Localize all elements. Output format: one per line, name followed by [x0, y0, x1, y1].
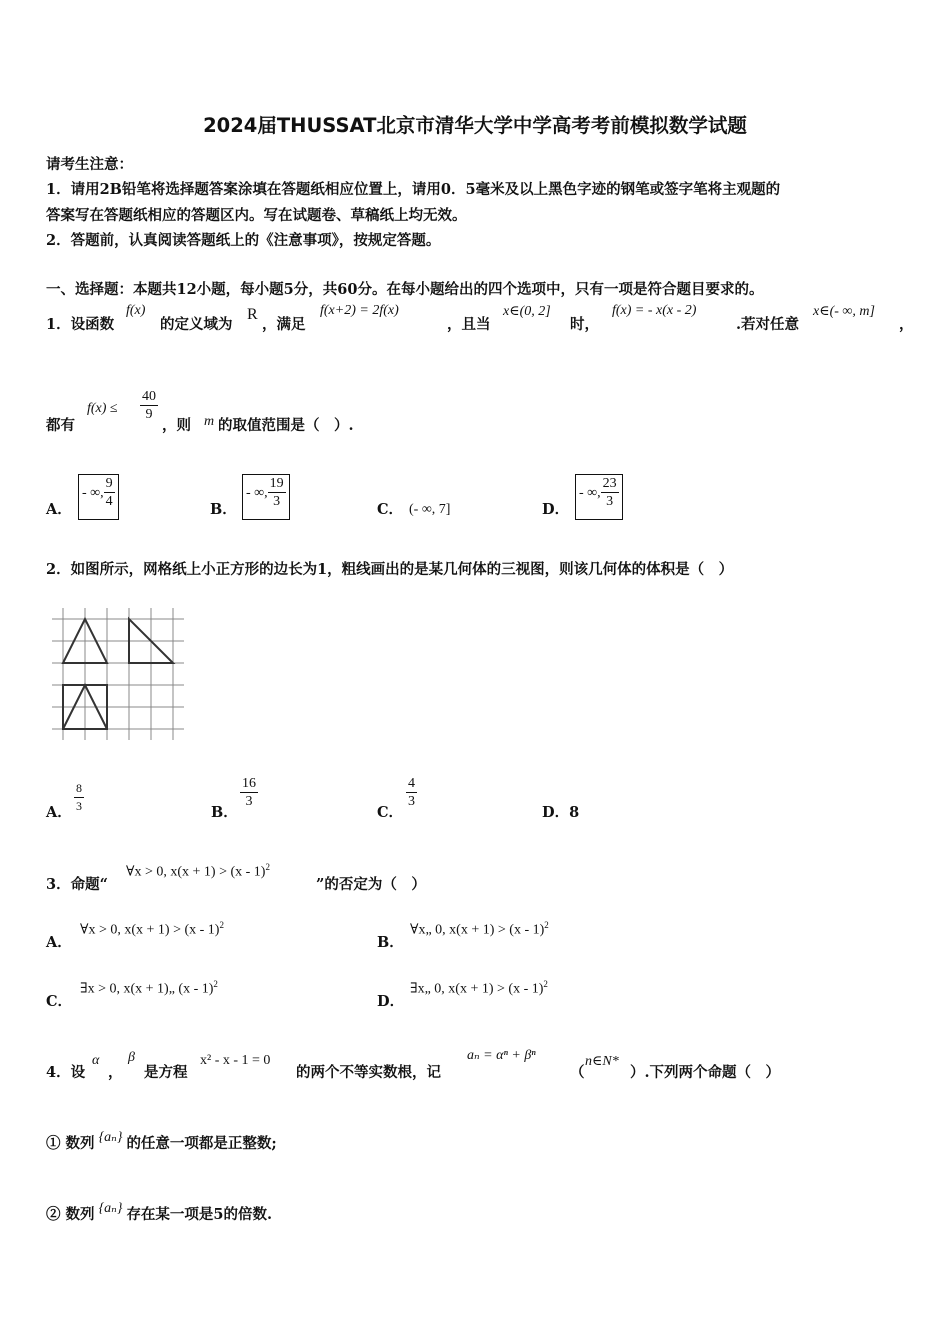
q3-option-b-label[interactable]: B． [377, 934, 404, 951]
q3-option-c-exp: 2 [213, 979, 218, 989]
q4-statement-1-seq: {aₙ} [98, 1130, 123, 1145]
q1-text-10: 的取值范围是（ ）. [218, 417, 354, 434]
q3-option-a-label[interactable]: A． [46, 934, 72, 951]
q4-alpha: α [92, 1053, 100, 1068]
page-title: 2024届THUSSAT北京市清华大学中学高考考前模拟数学试题 [203, 114, 747, 137]
q1-option-b-pre: - ∞, [246, 485, 268, 501]
figure-views [63, 619, 173, 729]
notice-line-3: 2．答题前，认真阅读答题纸上的《注意事项》，按规定答题。 [46, 232, 441, 249]
three-view-figure [52, 608, 187, 743]
q4-text-4: （ [570, 1064, 585, 1081]
q1-option-a-num: 9 [105, 476, 113, 491]
q1-fraction [140, 388, 158, 423]
q3-proposition [126, 862, 270, 881]
q2-option-b-num: 16 [242, 776, 256, 791]
q1-option-b-num: 19 [269, 476, 284, 491]
q3-option-c-text: ∃x > 0, x(x + 1)„ (x - 1) [80, 981, 214, 997]
q2-option-d-value: 8 [569, 804, 580, 821]
q2-option-c-den: 3 [408, 794, 415, 809]
q1-condition: f(x+2) = 2f(x) [320, 303, 399, 318]
q1-text-1: 1．设函数 [46, 316, 115, 333]
q2-option-c-num: 4 [408, 776, 415, 791]
q1-option-c-label[interactable]: C． [377, 501, 404, 518]
q3-option-d-value [410, 979, 548, 998]
q1-domain: x∈(0, 2] [503, 304, 551, 319]
q1-any: x∈(- ∞, m] [813, 304, 875, 319]
q1-inequality: f(x) ≤ [87, 401, 118, 416]
q1-text-7: ， [899, 316, 914, 333]
q2-option-b-label[interactable]: B． [211, 804, 238, 821]
q1-option-a-label[interactable]: A． [46, 501, 72, 518]
q4-statement-1 [46, 1132, 277, 1153]
q2-option-a-value [74, 780, 84, 815]
q4-text-2: 是方程 [144, 1064, 188, 1081]
q4-statement-2-pre: ② 数列 [46, 1206, 95, 1223]
q2-option-d-label[interactable] [542, 801, 579, 822]
q2-option-a-den: 3 [76, 799, 82, 813]
q1-text-9: ，则 [162, 417, 191, 434]
q2-option-a-num: 8 [74, 780, 84, 798]
notice-line-1: 1．请用2B铅笔将选择题答案涂填在答题纸相应位置上，请用0．5毫米及以上黑色字迹的钢笔或签字笔将主观题的 [46, 181, 781, 198]
section-heading: 一、选择题：本题共12小题，每小题5分，共60分。在每小题给出的四个选项中，只有一项是符合题目要求的。 [46, 281, 764, 298]
q1-text-6: .若对任意 [736, 316, 800, 333]
q1-option-a-value [78, 474, 119, 520]
q4-statement-1-post: 的任意一项都是正整数; [126, 1135, 277, 1152]
q3-option-a-value [80, 920, 224, 939]
q2-text: 2．如图所示，网格纸上小正方形的边长为1，粗线画出的是某几何体的三视图，则该几何体的体积是（ ） [46, 561, 734, 578]
q3-option-b-text: ∀x„ 0, x(x + 1) > (x - 1) [410, 922, 545, 938]
q3-option-b-exp: 2 [544, 920, 549, 930]
q3-text-2: ”的否定为（ ） [316, 876, 426, 893]
q4-condition: n∈N* [585, 1054, 619, 1069]
q3-proposition-text: ∀x > 0, x(x + 1) > (x - 1) [126, 864, 266, 880]
q1-option-a-pre: - ∞, [82, 485, 104, 501]
q2-option-c-value [406, 775, 417, 810]
q3-option-d-label[interactable]: D． [377, 993, 405, 1010]
q1-option-d-label[interactable]: D． [542, 501, 570, 518]
q1-fx: f(x) [126, 303, 146, 318]
q2-option-d-label-text: D． [542, 804, 570, 821]
q1-text-5: 时， [570, 316, 599, 333]
q4-comma: ， [108, 1064, 123, 1081]
q4-text-3: 的两个不等实数根，记 [296, 1064, 441, 1081]
q4-sequence-def: aₙ = αⁿ + βⁿ [467, 1048, 536, 1063]
q1-option-d-num: 23 [602, 476, 617, 491]
q1-R: R [247, 306, 258, 323]
q1-option-d-pre: - ∞, [579, 485, 601, 501]
q2-option-b-value [240, 775, 258, 810]
q4-beta: β [128, 1050, 135, 1065]
q3-option-b-value [410, 920, 549, 939]
q1-definition: f(x) = - x(x - 2) [612, 303, 697, 318]
q3-option-a-text: ∀x > 0, x(x + 1) > (x - 1) [80, 922, 220, 938]
q1-fraction-den: 9 [145, 407, 153, 422]
q1-option-c-value: (- ∞, 7] [409, 502, 451, 517]
q2-option-b-den: 3 [245, 794, 253, 809]
q1-text-2: 的定义域为 [160, 316, 233, 333]
q3-option-a-exp: 2 [219, 920, 224, 930]
q1-fraction-num: 40 [142, 389, 156, 404]
q4-statement-2 [46, 1203, 272, 1224]
q3-option-c-label[interactable]: C． [46, 993, 73, 1010]
q3-proposition-exp: 2 [265, 862, 270, 872]
q4-equation: x² - x - 1 = 0 [200, 1053, 271, 1068]
q2-option-a-label[interactable]: A． [46, 804, 72, 821]
q1-m: m [204, 414, 215, 429]
q1-text-8: 都有 [46, 417, 75, 434]
notice-heading: 请考生注意： [46, 156, 133, 173]
q3-option-d-exp: 2 [543, 979, 548, 989]
q4-statement-2-seq: {aₙ} [98, 1201, 123, 1216]
q4-statement-1-pre: ① 数列 [46, 1135, 95, 1152]
notice-line-2: 答案写在答题纸相应的答题区内。写在试题卷、草稿纸上均无效。 [46, 207, 467, 224]
q1-text-4: ，且当 [447, 316, 491, 333]
q4-text-1: 4．设 [46, 1064, 86, 1081]
q1-option-d-value [575, 474, 623, 520]
q1-option-b-value [242, 474, 290, 520]
q1-option-b-label[interactable]: B． [210, 501, 237, 518]
q3-text-1: 3．命题“ [46, 876, 108, 893]
grid-lines [52, 608, 184, 740]
q1-option-d-den: 3 [606, 494, 614, 509]
q3-option-d-text: ∃x„ 0, x(x + 1) > (x - 1) [410, 981, 544, 997]
q3-option-c-value [80, 979, 218, 998]
q1-option-a-den: 4 [105, 494, 113, 509]
q4-text-5: ）.下列两个命题（ ） [630, 1064, 781, 1081]
q4-statement-2-post: 存在某一项是5的倍数. [126, 1206, 273, 1223]
q2-option-c-label[interactable]: C． [377, 804, 404, 821]
q1-text-3: ，满足 [262, 316, 306, 333]
q1-option-b-den: 3 [273, 494, 281, 509]
